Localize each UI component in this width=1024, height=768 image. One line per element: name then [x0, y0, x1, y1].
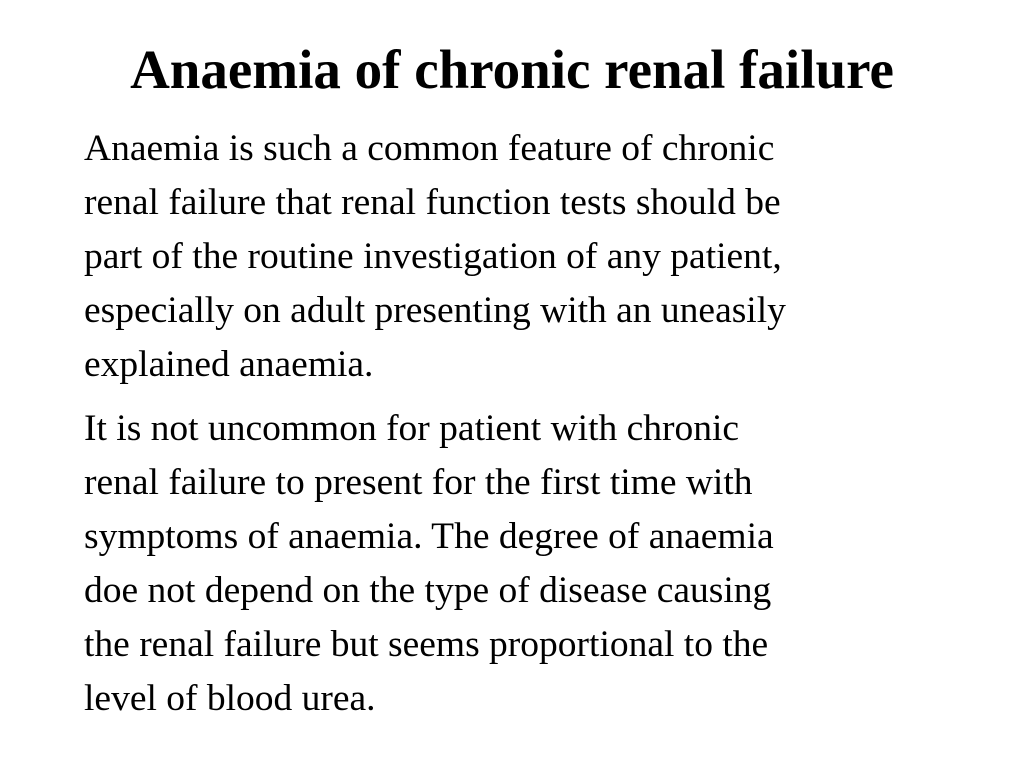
paragraph-2	[84, 402, 954, 726]
paragraph-line: symptoms of anaemia. The degree of anaemia	[84, 516, 774, 557]
slide-body	[84, 122, 954, 736]
paragraph-1	[84, 122, 954, 392]
paragraph-line: part of the routine investigation of any patient,	[84, 236, 782, 277]
paragraph-line: renal failure to present for the first time with	[84, 462, 753, 503]
paragraph-line: especially on adult presenting with an uneasily	[84, 290, 786, 331]
paragraph-line: Anaemia is such a common feature of chronic	[84, 128, 775, 169]
paragraph-line: the renal failure but seems proportional to the	[84, 624, 769, 665]
paragraph-line: renal failure that renal function tests should be	[84, 182, 781, 223]
slide-title: Anaemia of chronic renal failure	[130, 39, 894, 100]
paragraph-line: explained anaemia.	[84, 344, 374, 385]
paragraph-line: doe not depend on the type of disease causing	[84, 570, 772, 611]
paragraph-line: It is not uncommon for patient with chronic	[84, 408, 740, 449]
paragraph-line: level of blood urea.	[84, 678, 376, 719]
